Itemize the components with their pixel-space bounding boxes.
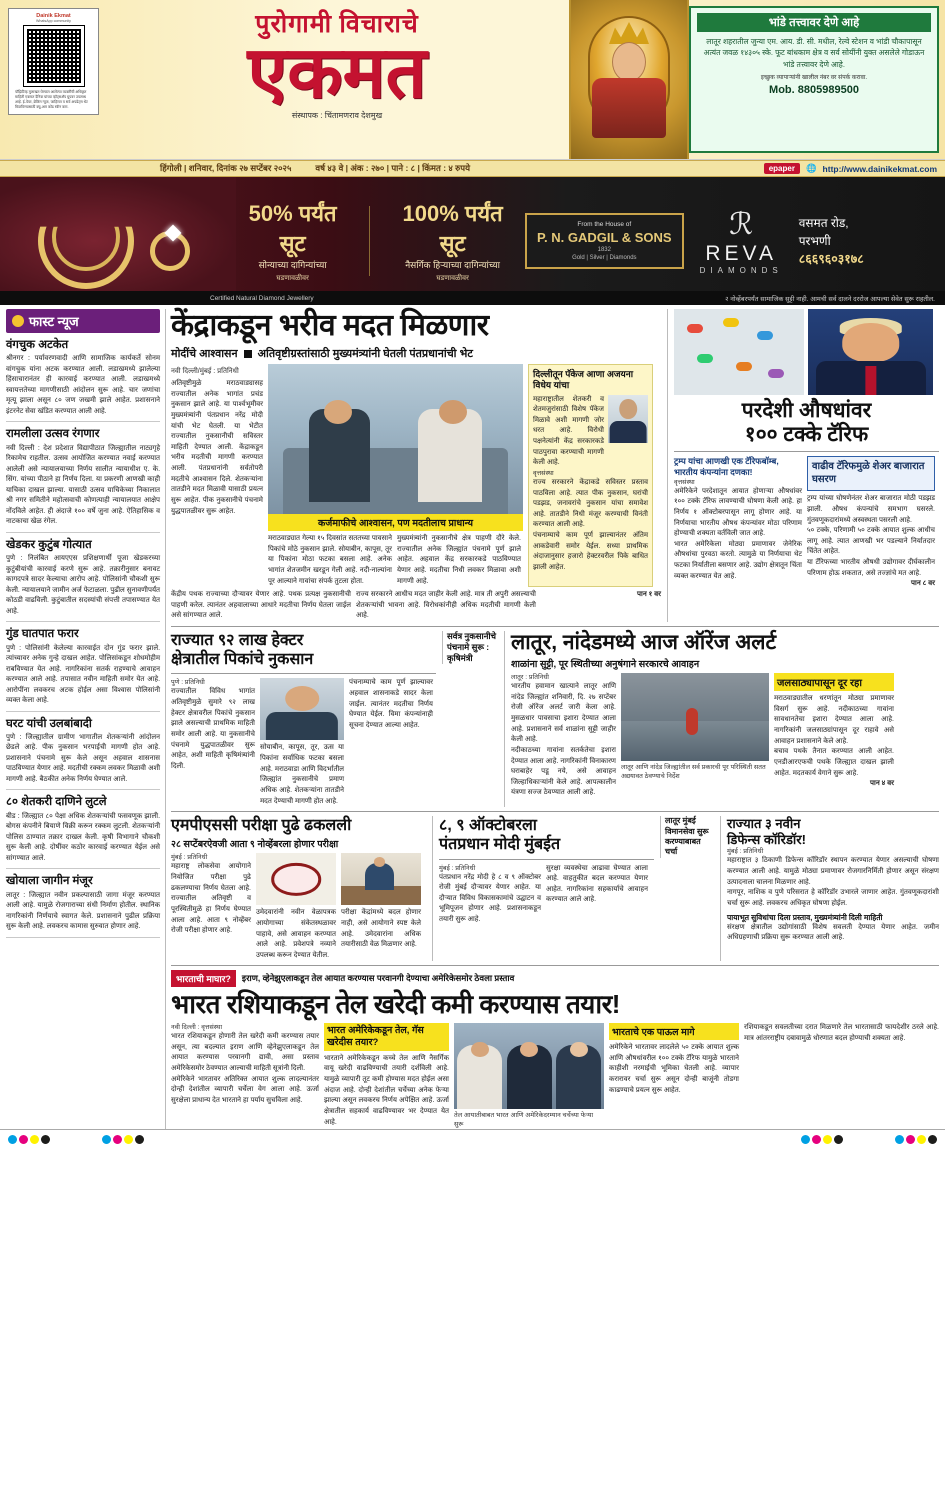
modi-col1: पंतप्रधान नरेंद्र मोदी हे ८ व ९ ऑक्टोबर रोजी मुंबई दौऱ्यावर येणार आहेत. या दौऱ्यात विविध विकासकामांचे उद्घाटन व भूमिपूजन होणार आहे. प्रशासनाकडून तयारी सुरू आहे.: [439, 873, 541, 924]
lead-photo: [268, 364, 523, 514]
tie-shape: [865, 366, 876, 395]
oil-byline: नवी दिल्ली : वृत्तसंस्था: [171, 1024, 223, 1032]
tariff-side-head: ट्रम्प यांचा आणखी एक टॅरिफबॉम्ब, भारतीय कंपन्यांना दणका!: [674, 456, 779, 477]
list-item[interactable]: [6, 622, 160, 711]
fast-news-body: पुणे : जिल्ह्यातील ग्रामीण भागातील शेतकऱ्यांनी आंदोलन छेडले आहे. पीक नुकसान भरपाईची मागणी होत आहे. प्रशासनाने पंचनामे सुरू केले असून अहवाल शासनास पाठविण्यात येणार आहे. मदतीची रक्कम लवकर मिळावी अशी मागणी आहे. बैठकीत अनेक निर्णय घेण्यात आले.: [6, 733, 161, 783]
delhi-box-head: दिल्लीतून पॅकेज आणा अजयना विधेय यांचा: [533, 369, 634, 391]
offer-divider: [369, 206, 370, 276]
column-divider: [165, 309, 166, 1129]
list-item[interactable]: [6, 790, 160, 869]
water-warning-head: जलसाठ्यापासून दूर रहा: [774, 673, 894, 691]
tariff-subbox[interactable]: [807, 456, 935, 491]
modi-byline: मुंबई : प्रतिनिधी: [439, 864, 476, 872]
pill-shape: [768, 369, 784, 378]
offer-diamond-pct: 100% पर्यंत सूट: [402, 201, 503, 257]
masthead-strip: [0, 160, 945, 177]
modi-headline-1: ८, ९ ऑक्टोबरला: [439, 817, 537, 835]
mpsc-subhead: २८ सप्टेंबरऐवजी आता ९ नोव्हेंबरला होणार परीक्षा: [171, 839, 339, 851]
lead-subhead-right: अतिवृष्टीग्रस्तांसाठी मुख्यमंत्र्यांनी घेतली पंतप्रधानांची भेट: [257, 348, 473, 360]
person-left-head: [324, 400, 352, 424]
oil-topbar-left: भारताची माघार?: [171, 970, 236, 987]
color-dot: [113, 1135, 122, 1144]
water-warning-p1: मराठवाड्यातील धरणांतून मोठ्या प्रमाणावर विसर्ग सुरू आहे. नदीकाठच्या गावांना सावधानतेचा इशारा देण्यात आला आहे. नागरिकांनी जलसाठ्यांपासून दूर राहावे असे आवाहन प्रशासनाने केले आहे.: [774, 695, 894, 745]
pill-shape: [757, 331, 773, 340]
color-dot: [41, 1135, 50, 1144]
face-shape: [612, 42, 646, 82]
orange-byline: लातूर : प्रतिनिधी: [511, 674, 549, 682]
color-dot: [834, 1135, 843, 1144]
oil-story[interactable]: [171, 970, 939, 1129]
color-dot: [823, 1135, 832, 1144]
ad-footer-left: Certified Natural Diamond Jewellery: [210, 294, 314, 302]
fast-news-body: पुणे : निलंबित आयएएस प्रशिक्षणार्थी पूजा खेडकरच्या कुटुंबीयांची कारवाई करणे सुरू आहे. तक्रारीनुसार बनावट कागदपत्रे सादर केल्याचा आरोप आहे. पोलिसांनी चौकशी सुरू केली. न्यायालयाने जामीन अर्ज फेटाळला. पुढील सुनावणीपर्यंत कोठडी वाढविली. कुटुंबातील सदस्यांची संपत्ती तपासण्यात येत आहे.: [6, 555, 161, 615]
minister-photo: [260, 678, 344, 740]
ad-footer: [0, 291, 945, 305]
person-right-head: [439, 400, 467, 424]
tariff-headline-2: १०० टक्के टॅरिफ: [744, 423, 869, 447]
defence-headline-2: डिफेन्स कॉरिडॉर!: [727, 831, 806, 847]
leaders-photo: [454, 1023, 604, 1109]
mpsc-headline: एमपीएससी परीक्षा पुढे ढकलली: [171, 817, 352, 835]
mpsc-byline: मुंबई : प्रतिनिधी: [171, 854, 208, 862]
qr-subtitle: WhatsApp community: [36, 19, 71, 23]
oil-box-body: भारताने अमेरिकेकडून कच्चे तेल आणि नैसर्गिक वायू खरेदी वाढविण्याची तयारी दर्शविली आहे. यामुळे व्यापारी तूट कमी होण्यास मदत होईल असा अंदाज आहे. दोन्ही देशांतील चर्चेच्या अनेक फेऱ्या झाल्या असून लवकरच निर्णय अपेक्षित आहे. ऊर्जा क्षेत्रातील सहकार्य वाढविण्यावर भर देण्यात येत आहे.: [324, 1054, 449, 1126]
water-warning-p2: बचाव पथके तैनात करण्यात आली आहेत. एनडीआरएफची पथके जिल्ह्यात दाखल झाली आहेत. मदतकार्य वेगाने सुरू आहे.: [774, 748, 894, 777]
pill-shape: [723, 318, 739, 327]
delhi-box-p3: पंचनाम्याचे काम पूर्ण झाल्यानंतर अंतिम आकडेवारी समोर येईल. सध्या प्राथमिक अंदाजानुसार हजारो हेक्टरवरील पिके बाधित झाली आहेत.: [533, 532, 648, 571]
crop-byline: पुणे : प्रतिनिधी: [171, 679, 205, 687]
fast-news-body: बीड : जिल्ह्यात ८० पेक्षा अधिक शेतकऱ्यांची फसवणूक झाली. बोगस कंपनीने बियाणे विक्री करून रक्कम लुटली. शेतकऱ्यांनी पोलिस ठाण्यात तक्रार दाखल केली. कृषी विभागाने चौकशी सुरू केली आहे. दोषींवर कठोर कारवाई करण्यात येईल असे सांगण्यात आले.: [6, 812, 161, 862]
tariff-sub-p2: ५० टक्के, परिणामी ५० टक्के आयात शुल्क आधीच लागू आहे. त्यात आणखी भर पडल्याने निर्यातदार चिंतेत आहेत.: [807, 527, 935, 556]
oil-col1: भारत रशियाकडून होणारी तेल खरेदी कमी करण्यास तयार असून, त्या बदल्यात इराण आणि व्हेनेझुएलाकडून तेल आयात करण्यास परवानगी द्यावी, असा प्रस्ताव अमेरिकेसमोर ठेवण्यात आल्याची माहिती सूत्रांनी दिली.: [171, 1033, 319, 1072]
jewellery-advertisement[interactable]: [0, 177, 945, 305]
orange-headline: लातूर, नांदेडमध्ये आज ऑरेंज अलर्ट: [511, 631, 777, 654]
torso-shape: [266, 712, 338, 741]
reva-name: REVA: [705, 242, 777, 265]
mpsc-story[interactable]: [171, 816, 426, 961]
lead-headline: केंद्राकडून भरीव मदत मिळणार: [171, 309, 489, 342]
offers-block: [236, 177, 515, 305]
column-divider: [667, 309, 668, 622]
lead-byline: नवी दिल्ली/मुंबई : प्रतिनिधी: [171, 368, 239, 375]
column-divider: [720, 816, 721, 961]
head-shape: [619, 399, 637, 419]
offer-gold: [236, 198, 349, 284]
brand-block: [515, 177, 945, 305]
pill-shape: [687, 324, 703, 333]
list-item[interactable]: [6, 422, 160, 532]
flood-photo: [621, 673, 769, 761]
lead-col1: अतिवृष्टीमुळे मराठवाड्यासह राज्यातील अनेक भागांत प्रचंड नुकसान झाले आहे. या पार्श्वभूमीवर मुख्यमंत्र्यांनी पंतप्रधान नरेंद्र मोदी यांची भेट घेतली. या भेटीत राज्यातील नुकसानीची सविस्तर माहिती देण्यात आली. केंद्राकडून भरीव मदतीची मागणी करण्यात आली. पंतप्रधानांनी सर्वतोपरी मदतीचे आश्वासन दिले. शेतकऱ्यांना तातडीने मदत मिळावी यासाठी प्रयत्न सुरू आहेत. पीक नुकसानीचे पंचनामे युद्धपातळीवर सुरू आहेत.: [171, 380, 263, 515]
png-tag: Gold | Silver | Diamonds: [572, 254, 637, 261]
offer-diamond-l1: नैसर्गिक हिऱ्याच्या दागिन्यांच्या: [405, 260, 500, 271]
color-dot: [124, 1135, 133, 1144]
leaders-photo-caption: तेल आयातीबाबत भारत आणि अमेरिकेदरम्यान चर्चेच्या फेऱ्या सुरू: [454, 1112, 594, 1129]
divider: [674, 451, 939, 452]
mpsc-col2: उमेदवारांनी नवीन वेळापत्रक आयोगाच्या संकेतस्थळावर पाहावे, असे आवाहन करण्यात आले आहे. प्रवेशपत्रे नव्याने उपलब्ध करून देण्यात येतील.: [256, 909, 336, 959]
color-dot: [135, 1135, 144, 1144]
masthead-founder: संस्थापक : चिंतामणराव देशमुख: [291, 111, 383, 121]
defence-col3: संरक्षण क्षेत्रातील उद्योगांसाठी विशेष सवलती देण्यात येणार आहेत. जमीन अधिग्रहणाची प्रक्रिया सुरू करण्यात आली आहे.: [727, 923, 939, 942]
defence-col2: नागपूर, नाशिक व पुणे परिसरात हे कॉरिडॉर उभारले जाणार आहेत. गुंतवणूकदारांशी चर्चा सुरू आहे. लवकरच अधिकृत घोषणा होईल.: [727, 889, 939, 907]
tariff-sub-p3: या टॅरिफच्या भारतीय औषधी उद्योगावर दीर्घकालीन परिणाम होऊ शकतात, असे तज्ज्ञांचे मत आहे.: [807, 559, 935, 577]
lead-col2: मराठवाड्यात गेल्या १५ दिवसांत सततच्या पावसाने पिकांचे मोठे नुकसान झाले. सोयाबीन, कापूस, तूर या पिकांना मोठा फटका बसला आहे. अनेक भागांत शेतजमीन खरडून गेली आहे. नदी-नाल्यांना पूर आल्याने गावांचा संपर्क तुटला होता.: [268, 535, 392, 585]
color-dot: [102, 1135, 111, 1144]
fast-news-body: लातूर : जिल्ह्यात नवीन प्रकल्पासाठी जागा मंजूर करण्यात आली आहे. यामुळे रोजगाराच्या संधी निर्माण होतील. स्थानिक नागरिकांनी निर्णयाचे स्वागत केले. प्रशासनाने पुढील प्रक्रिया सुरू केली आहे. लवकरच कामास सुरुवात होणार आहे.: [6, 891, 161, 931]
person-shape: [686, 708, 698, 734]
masthead: [0, 0, 945, 160]
lead-jump[interactable]: पान १ वर: [637, 591, 661, 599]
mpsc-col1: महाराष्ट्र लोकसेवा आयोगाने नियोजित परीक्षा पुढे ढकलण्याचा निर्णय घेतला आहे. राज्यातील अतिवृष्टी व पूरस्थितीमुळे हा निर्णय घेण्यात आला आहे. आता ९ नोव्हेंबर रोजी परीक्षा होणार आहे.: [171, 863, 251, 935]
mpsc-emblem-photo: [256, 853, 336, 905]
trump-photo: [808, 309, 933, 395]
oil-box2-head: भारताचे एक पाऊल मागे: [609, 1023, 739, 1040]
crop-col2: सोयाबीन, कापूस, तूर, ऊस या पिकांना सर्वाधिक फटका बसला आहे. मराठवाडा आणि विदर्भातील जिल्ह्यांत नुकसानीचे प्रमाण अधिक आहे. शेतकऱ्यांना तातडीने मदत देण्याची मागणी होत आहे.: [260, 744, 344, 805]
png-year: 1832: [597, 246, 611, 253]
fast-news-body: श्रीनगर : पर्यावरणवादी आणि सामाजिक कार्यकर्ते सोनम वांगचुक यांना अटक करण्यात आली. लडाखमध्ये झालेल्या हिंसाचारानंतर ही कारवाई करण्यात आली. लडाखमध्ये स्वायत्ततेच्या मागणीसाठी आंदोलन सुरू आहे. चार जणांचा मृत्यू झाला असून ८० जण जखमी झाले आहेत. प्रशासनाने इंटरनेट सेवा खंडित करण्यात आली आहे.: [6, 355, 161, 415]
tariff-p2: भारत अमेरिकेला मोठ्या प्रमाणावर जेनेरिक औषधांचा पुरवठा करतो. त्यामुळे या निर्णयाचा थेट फटका निर्यातीला बसणार आहे. उद्योग क्षेत्रातून चिंता व्यक्त करण्यात येत आहे.: [674, 540, 802, 580]
color-dot: [812, 1135, 821, 1144]
qr-card: [8, 8, 99, 115]
reva-logo: [700, 207, 783, 275]
from-house-label: From the House of: [577, 221, 632, 229]
diamond-ring-icon: [150, 231, 190, 271]
offer-gold-l2: घडणावळीवर: [276, 275, 309, 283]
lead-subhead: [171, 346, 661, 361]
offer-diamond-l2: घडणावळीवर: [436, 275, 469, 283]
mpsc-col3: परीक्षा केंद्रांमध्ये बदल होणार नाही, असे आयोगाने स्पष्ट केले आहे. उमेदवारांना अधिक तयारीसाठी वेळ मिळणार आहे.: [341, 909, 421, 949]
delhi-box-byline: वृत्तसंस्था: [533, 469, 554, 477]
fast-news-head: खोयाला जागीन मंजूर: [6, 875, 93, 888]
crop-col3: पंचनाम्याचे काम पूर्ण झाल्यावर अहवाल शासनाकडे सादर केला जाईल. त्यानंतर मदतीचा निर्णय घेण्यात येईल. विमा कंपन्यांनाही सूचना देण्यात आल्या आहेत.: [349, 679, 433, 729]
masthead-ad-cta: इच्छुक व्यापाऱ्यांनी खालील नंबर वर संपर्क करावा.: [760, 75, 868, 82]
body-shape: [592, 78, 666, 138]
orange-alert-story[interactable]: [511, 631, 939, 807]
color-registration-strip: [0, 1130, 945, 1149]
offer-gold-l1: सोन्याच्या दागिन्यांच्या: [258, 260, 327, 271]
list-item[interactable]: [6, 533, 160, 622]
tariff-subbox-head: वाढीव टॅरिफमुळे शेअर बाजारात घसरण: [812, 461, 925, 485]
defence-headline-1: राज्यात ३ नवीन: [727, 816, 801, 832]
leader-3-head: [570, 1042, 588, 1057]
fast-news-title: फास्ट न्यूज: [29, 314, 79, 329]
oil-col2: अमेरिकेने भारतावर अतिरिक्त आयात शुल्क लादल्यानंतर दोन्ही देशांतील व्यापारी चर्चेला वेग आला आहे. ऊर्जा सुरक्षेला प्राधान्य देत भारताने हा पर्याय सुचविला आहे.: [171, 1075, 319, 1104]
fast-news-head: रामलीला उत्सव रंगणार: [6, 428, 100, 441]
orange-jump[interactable]: पान ४ वर: [870, 780, 894, 788]
fast-news-head: वंगचुक अटकेत: [6, 339, 69, 351]
jewellery-image: [0, 177, 236, 305]
tariff-story[interactable]: [674, 309, 939, 622]
leader-1-head: [471, 1042, 489, 1057]
png-name: P. N. GADGIL & SONS: [537, 230, 672, 246]
defence-col1: महाराष्ट्रात ३ ठिकाणी डिफेन्स कॉरिडॉर स्थापन करण्यात येणार असल्याची घोषणा करण्यात आली आहे. यामुळे मोठ्या प्रमाणावर रोजगारनिर्मिती होणार असून संरक्षण उत्पादनाला चालना मिळणार आहे.: [727, 857, 939, 886]
divider: [171, 626, 939, 627]
reva-mark-icon: ℛ: [729, 208, 754, 241]
pill-shape: [736, 362, 752, 371]
masthead-kicker: पुरोगामी विचाराचे: [255, 11, 419, 38]
modi-side-head: लातूर मुंबई विमानसेवा सुरू करण्याबाबत चर्चा: [660, 816, 714, 858]
crop-side-head-wrap: [442, 631, 498, 807]
color-dot: [917, 1135, 926, 1144]
fast-news-head: गुंड घातपात फरार: [6, 628, 79, 641]
color-dot: [801, 1135, 810, 1144]
ad-address: [799, 214, 864, 269]
tariff-byline: वृत्तसंस्था: [674, 478, 695, 486]
pill-shape: [697, 354, 713, 363]
offer-diamond: [390, 198, 515, 284]
pills-photo: [674, 309, 804, 395]
lead-col4: केंद्रीय पथक राज्याच्या दौऱ्यावर येणार आहे. पथक प्रत्यक्ष नुकसानीची पाहणी करेल. त्यानंतर अहवालाच्या आधारे मदतीचा निर्णय घेतला जाईल असे सांगण्यात आले.: [171, 591, 351, 620]
globe-icon: 🌐: [805, 163, 817, 173]
deity-illustration: [569, 0, 689, 159]
reva-sub: DIAMONDS: [699, 266, 783, 275]
masthead-ad-body: लातूर शहरातील जुन्या एम. आय. डी. सी. मधील, रेल्वे स्टेशन व भांडी चौकापासून अत्यंत जवळ १४३०५ स्के. फूट बांधकाम क्षेत्र व सर्व सोयींनी युक्त असलेले गोडाऊन भांडे तत्त्वावर देणे आहे.: [703, 37, 925, 69]
defence-byline: मुंबई : प्रतिनिधी: [727, 848, 764, 856]
color-dot: [928, 1135, 937, 1144]
tariff-jump[interactable]: पान ८ वर: [911, 580, 935, 588]
head-shape: [285, 686, 319, 711]
ad-footer-right: २ नोव्हेंबरपर्यंत सामाजिक सुट्टी नाही. आमची सर्व दालने दररोज आपल्या सेवेत सुरू राहतील.: [725, 295, 935, 303]
modi-col2: सुरक्षा व्यवस्थेचा आढावा घेण्यात आला आहे. वाहतुकीत बदल करण्यात येणार आहेत. नागरिकांना सहकार्याचे आवाहन करण्यात आले आहे.: [546, 864, 648, 904]
list-item[interactable]: [6, 333, 160, 422]
orange-subhead: शाळांना सुट्टी, पूर स्थितीच्या अनुषंगाने सरकारचे आवाहन: [511, 659, 700, 671]
emblem-icon: [271, 863, 321, 895]
masthead-logo: एकमत: [247, 33, 427, 113]
star-icon: [12, 315, 24, 327]
website-url[interactable]: http://www.dainikekmat.com: [822, 163, 937, 174]
oil-box2-body2: रशियाकडून सवलतीच्या दरात मिळणारे तेल भारतासाठी फायदेशीर ठरले आहे. मात्र आंतरराष्ट्रीय दबावामुळे धोरणात बदल होण्याची शक्यता आहे.: [744, 1024, 939, 1042]
modi-mumbai-story[interactable]: [439, 816, 654, 961]
crop-headline-1: राज्यात ९२ लाख हेक्टर: [171, 632, 304, 649]
oil-topbar-right: इराण, व्हेनेझुएलाकडून तेल आयात करण्यास परवानगी देण्याचा अमेरिकेसमोर ठेवला प्रस्ताव: [241, 973, 515, 984]
masthead-ad[interactable]: [689, 6, 939, 153]
flood-photo-caption: लातूर आणि नांदेड जिल्ह्यांतील सर्व प्रकारची पूर परिस्थिती सतत अद्ययावत ठेवण्याचे निर्देश: [621, 764, 766, 781]
epaper-link-group[interactable]: [764, 163, 945, 174]
qr-note: पॉझिटिव्ह मुलाखत घेण्यात आलेल्या व्यक्तींची अधिकृत माहिती एकमत दैनिक यांच्या व्हॉट्सअ‍ॅप ग्रुपवर उपलब्ध आहे. ई-पेपर, ब्रेकिंग न्यूज, जाहिरात व सर्व अपडेट्स थेट मिळविण्यासाठी क्यू-आर कोड स्कॅन करा.: [15, 90, 88, 109]
mpsc-signing-photo: [341, 853, 421, 905]
crop-headline-2: क्षेत्रातील पिकांचे नुकसान: [171, 651, 314, 669]
list-item[interactable]: [6, 869, 160, 937]
divider: [171, 811, 939, 812]
list-item[interactable]: [6, 712, 160, 791]
lead-col5: राज्य सरकारने आधीच मदत जाहीर केली आहे. मात्र ती अपुरी असल्याची शेतकऱ्यांची भावना आहे. विरोधकांनीही अधिक मदतीची मागणी केली आहे.: [356, 591, 536, 620]
color-dot: [8, 1135, 17, 1144]
divider: [171, 673, 436, 674]
main-column: [171, 309, 939, 1129]
column-divider: [504, 631, 505, 807]
lead-story[interactable]: [171, 309, 661, 622]
color-dot: [906, 1135, 915, 1144]
defence-side-head: पायाभूत सुविधांचा दिला प्रस्ताव, मुख्यमंत्र्यांनी दिली माहिती: [727, 912, 883, 922]
face-shape: [842, 323, 900, 363]
offer-gold-pct: 50% पर्यंत सूट: [248, 201, 337, 257]
fast-news-column: [6, 309, 160, 1129]
modi-side-head-wrap: [660, 816, 714, 961]
crop-side-head: सर्वत्र नुकसानीचे पंचनामे सुरू : कृषिमंत्री: [442, 631, 498, 664]
masthead-ad-heading: भांडे तत्त्वावर देणे आहे: [697, 13, 931, 32]
fast-news-body: पुणे : पोलिसांनी केलेल्या कारवाईत दोन गुंड फरार झाले. त्यांच्यावर अनेक गुन्हे दाखल आहेत. पोलिसांकडून शोधमोहीम राबविण्यात येत आहे. नागरिकांना सतर्क राहण्याचे आवाहन करण्यात आले आहे. तपासात नवीन माहिती समोर येत आहे. आरोपींना लवकरच अटक होईल असा विश्वास पोलिसांनी व्यक्त केला आहे.: [6, 644, 161, 704]
head-shape: [374, 857, 385, 866]
column-divider: [432, 816, 433, 961]
delhi-package-box[interactable]: [528, 364, 653, 587]
color-dot: [19, 1135, 28, 1144]
png-logo: [525, 213, 684, 269]
qr-title: Dainik Ekmat: [36, 13, 71, 19]
issue-date: हिंगोली | शनिवार, दिनांक २७ सप्टेंबर २०२५: [160, 163, 292, 173]
lead-subhead-left: मोदींचे आश्वासन: [171, 348, 238, 360]
fast-news-head: खेडकर कुटुंब गोत्यात: [6, 538, 92, 551]
qr-code-icon[interactable]: [24, 26, 84, 86]
content-grid: [0, 305, 945, 1129]
tariff-sub-p1: ट्रम्प यांच्या घोषणेनंतर शेअर बाजारात मोठी पडझड झाली. औषध कंपन्यांचे समभाग घसरले. गुंतवणूकदारांमध्ये अस्वस्थता पसरली आहे.: [807, 495, 935, 524]
oil-headline: भारत रशियाकडून तेल खरेदी कमी करण्यास तयार!: [171, 989, 620, 1020]
tariff-p1: अमेरिकेने परदेशातून आयात होणाऱ्या औषधांवर १०० टक्के टॅरिफ लावण्याची घोषणा केली आहे. हा निर्णय १ ऑक्टोबरपासून लागू होणार आहे. या निर्णयाचा भारतीय औषध कंपन्यांवर मोठा परिणाम होण्याची शक्यता वर्तविली जात आहे.: [674, 487, 802, 538]
color-dot: [895, 1135, 904, 1144]
orange-col2: नदीकाठच्या गावांना सतर्कतेचा इशारा देण्यात आला आहे. नागरिकांनी विनाकारण घराबाहेर पडू नये, असे आवाहन जिल्हाधिकाऱ्यांनी केले आहे. आपत्कालीन यंत्रणा सज्ज ठेवण्यात आली आहे.: [511, 746, 616, 797]
lead-col3: मुख्यमंत्र्यांनी नुकसानीचे क्षेत्र पाहणी दौरे केले. राज्यातील अनेक जिल्ह्यांत पंचनामे पूर्ण झाले आहेत. अहवाल केंद्र सरकारकडे पाठविण्यात येणार आहे. मदतीचा निधी लवकर मिळावा अशी मागणी आहे.: [397, 535, 521, 585]
fast-news-body: नवी दिल्ली : देश प्रदेशात विद्यापीठात जिल्ह्यातील नाट्यगृहे रिकामेच राहतील. उत्सव आयोजित करण्यात नवाई करण्यात आलेली असे न्यायालयाच्या निर्णय सालीत न्यायाधीश ए. के. सिंग. यांच्या पीठाने हा निर्णय दिला. या प्रकरणी आणखी काही याचिका दाखल झाल्या. यासाठी उत्सव याचिकेच्या निकालात श्री नगर समितीने महोत्सवाची कोणत्याही न्यायालयात आक्षेप नोंदविले आहेत. ही अंदाजे १०० वर्षे जुना आहे. ऐतिहासिक व नाटकाचा खेळ रंगेल.: [6, 444, 161, 526]
divider: [439, 859, 654, 860]
delhi-box-p2: राज्य सरकारने केंद्राकडे सविस्तर प्रस्ताव पाठविला आहे. त्यात पीक नुकसान, घरांची पडझड, जनावरांचे नुकसान यांचा समावेश आहे. तातडीने निधी मंजूर करण्याची विनंती करण्यात आली आहे.: [533, 478, 648, 529]
ad-address-line1: वसमत रोड,: [798, 215, 849, 230]
divider: [171, 965, 939, 966]
oil-box-head: भारत अमेरिकेकडून तेल, गॅस खरेदीस तयार?: [324, 1023, 449, 1051]
crop-col1: राज्यातील विविध भागांत अतिवृष्टीमुळे सुमारे ९२ लाख हेक्टर क्षेत्रावरील पिकांचे नुकसान झाले असल्याची प्राथमिक माहिती समोर आली आहे. या नुकसानीचे पंचनामे युद्धपातळीवर सुरू आहेत, अशी माहिती कृषिमंत्र्यांनी दिली.: [171, 688, 255, 770]
ad-phone: ८६६९६०३१७८: [798, 251, 864, 266]
orange-col1: भारतीय हवामान खात्याने लातूर आणि नांदेड जिल्ह्यांत शनिवारी, दि. २७ सप्टेंबर रोजी ऑरेंज अलर्ट जारी केला आहे. मुसळधार पावसाचा इशारा देण्यात आला आहे. प्रशासनाने सर्व शाळांना सुट्टी जाहीर केली आहे.: [511, 683, 616, 744]
tariff-headline-1: परदेशी औषधांवर: [741, 399, 872, 422]
issue-meta: वर्ष ४३ वे | अंक : २७० | पाने : ८ | किंमत : ४ रुपये: [315, 163, 471, 173]
delhi-box-p1: महाराष्ट्रातील शेतकरी व शेतमजुरांसाठी विशेष पॅकेज मिळावे अशी मागणी जोर धरत आहे. विरोधी पक्षनेत्यांनी केंद्र सरकारकडे पाठपुरावा करण्याची मागणी केली आहे.: [533, 395, 604, 467]
delhi-box-photo: [608, 395, 648, 443]
torso-shape: [610, 421, 647, 442]
oil-box2-body: अमेरिकेने भारतावर लादलेले ५० टक्के आयात शुल्क आणि औषधांवरील १०० टक्के टॅरिफ यामुळे भारताने काहीशी नरमाईची भूमिका घेतली आहे. व्यापार करारावर चर्चा सुरू असून दोन्ही बाजूंनी तोडगा काढण्याचे प्रयत्न सुरू आहेत.: [609, 1044, 739, 1094]
crop-loss-story[interactable]: [171, 631, 436, 807]
modi-headline-2: पंतप्रधान मोदी मुंबईत: [439, 836, 561, 854]
title-block: [105, 0, 569, 159]
ad-address-line2: परभणी: [798, 233, 831, 248]
fast-news-head: घरट यांची उलबांबादी: [6, 717, 92, 730]
square-bullet-icon: [244, 350, 252, 358]
lead-photo-caption: कर्जमाफीचे आश्वासन, पण मदतीलाच प्राधान्य: [268, 514, 523, 531]
defence-story[interactable]: [727, 816, 939, 961]
color-dot: [30, 1135, 39, 1144]
necklace-inner-icon: [52, 203, 120, 271]
masthead-ad-mobile: Mob. 8805989500: [769, 84, 859, 97]
fast-news-head: ८० शेतकरी दाणिने लुटले: [6, 796, 107, 809]
fast-news-header: [6, 309, 160, 333]
qr-block: [0, 0, 105, 159]
epaper-badge[interactable]: epaper: [764, 163, 800, 174]
